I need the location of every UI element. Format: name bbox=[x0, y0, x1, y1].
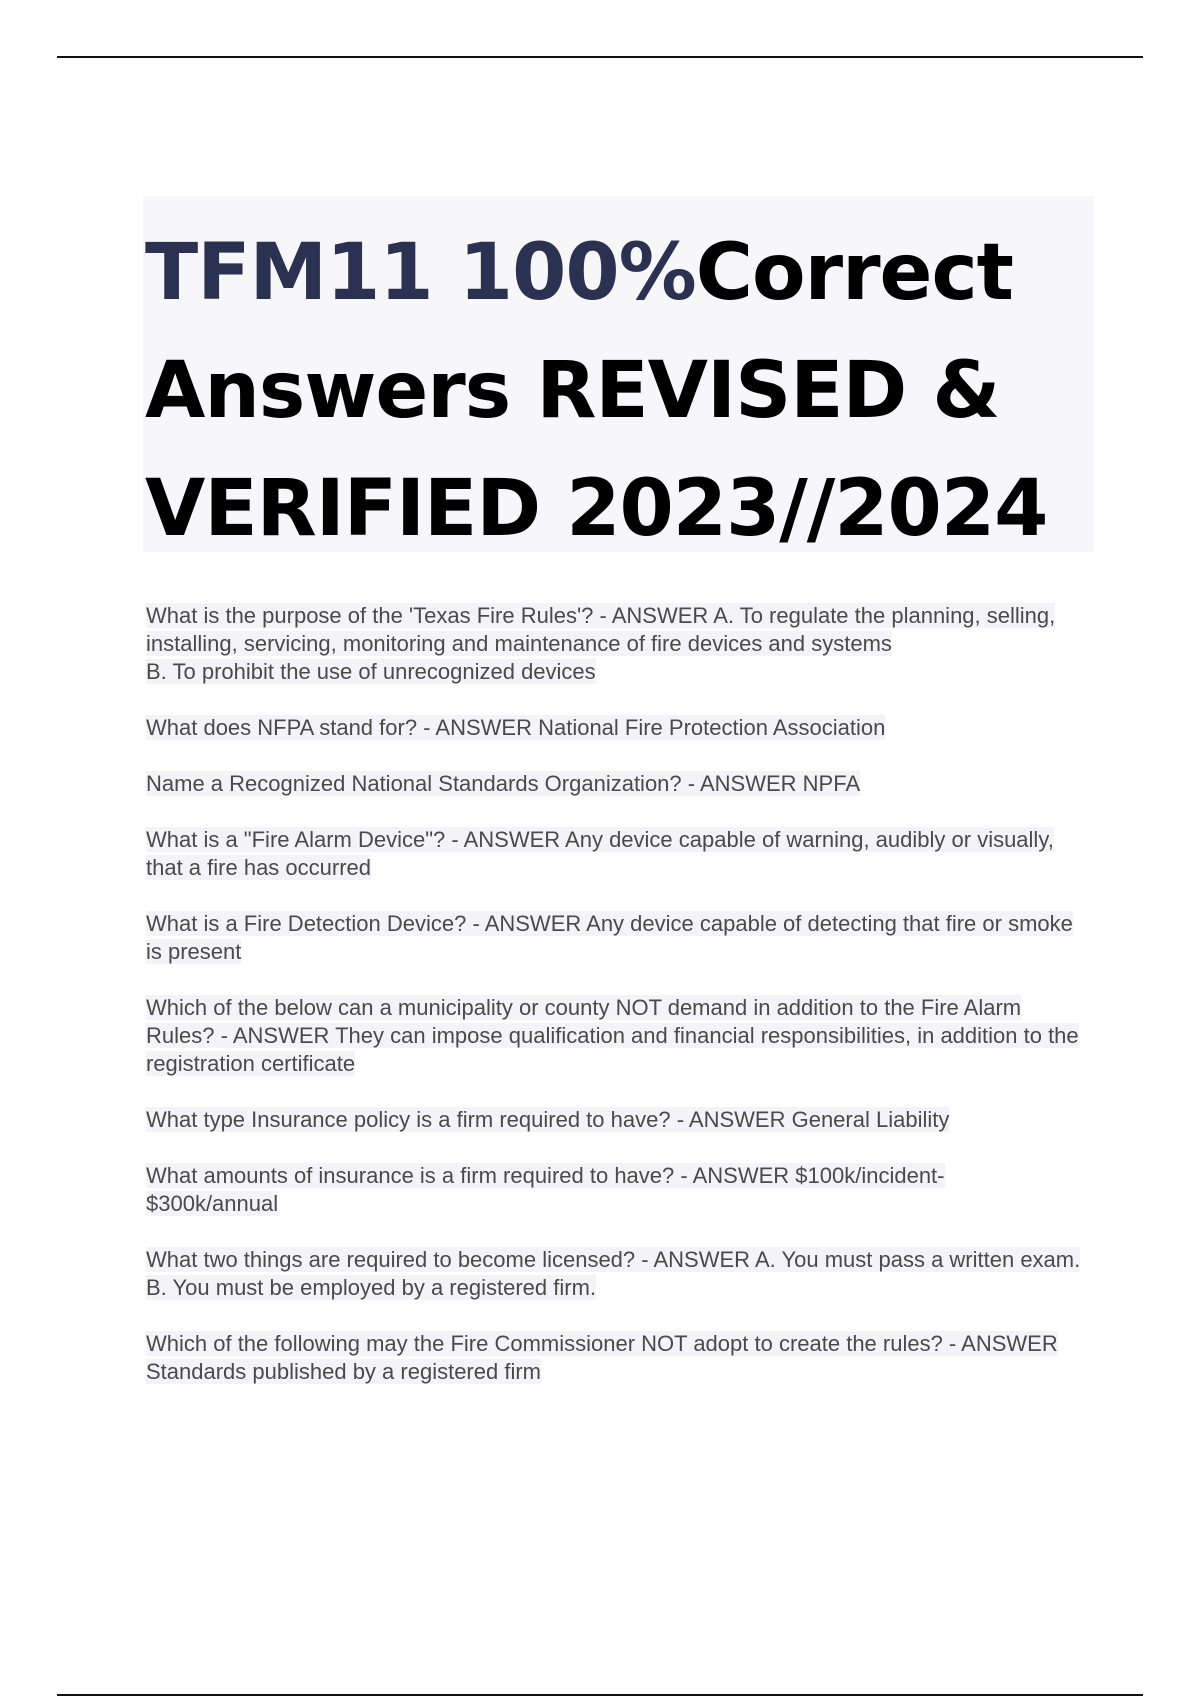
qa-item bbox=[146, 602, 1086, 686]
title-accent: TFM11 100% bbox=[145, 228, 696, 318]
title-banner bbox=[143, 196, 1093, 552]
answer: ANSWER Any device capable of detecting that fire or smoke is present bbox=[146, 911, 1073, 964]
qa-item bbox=[146, 714, 1086, 742]
qa-item bbox=[146, 1106, 1086, 1134]
qa-item bbox=[146, 1330, 1086, 1386]
question: Which of the following may the Fire Commissioner NOT adopt to create the rules? - bbox=[146, 1331, 962, 1356]
answer: ANSWER A. To regulate the planning, selling, installing, servicing, monitoring and maintenance of fire devices and systems B. To prohibit the use of unrecognized devices bbox=[146, 603, 1056, 684]
title-rest: Correct Answers REVISED & VERIFIED 2023//2024 bbox=[145, 228, 1048, 554]
answer: ANSWER General Liability bbox=[688, 1107, 950, 1132]
question: What is the purpose of the 'Texas Fire Rules'? - bbox=[146, 603, 612, 628]
question: Name a Recognized National Standards Organization? - bbox=[146, 771, 700, 796]
top-rule bbox=[57, 56, 1143, 58]
question: What two things are required to become licensed? - bbox=[146, 1247, 654, 1272]
qa-item bbox=[146, 770, 1086, 798]
question: What does NFPA stand for? - bbox=[146, 715, 436, 740]
answer: ANSWER Standards published by a registered firm bbox=[146, 1331, 1058, 1384]
bottom-rule bbox=[57, 1694, 1143, 1696]
question: What is a "Fire Alarm Device"? - bbox=[146, 827, 464, 852]
qa-item bbox=[146, 994, 1086, 1078]
answer: ANSWER A. You must pass a written exam. B. You must be employed by a registered firm. bbox=[146, 1247, 1081, 1300]
answer: ANSWER Any device capable of warning, audibly or visually, that a fire has occurred bbox=[146, 827, 1054, 880]
qa-item bbox=[146, 910, 1086, 966]
qa-item bbox=[146, 1162, 1086, 1218]
question: What is a Fire Detection Device? - bbox=[146, 911, 485, 936]
answer: ANSWER They can impose qualification and financial responsibilities, in addition to the registration certificate bbox=[146, 1023, 1079, 1076]
answer: ANSWER National Fire Protection Association bbox=[435, 715, 886, 740]
question: Which of the below can a municipality or county NOT demand in addition to the Fire Alarm Rules? - bbox=[146, 995, 1022, 1048]
answer: ANSWER NPFA bbox=[700, 771, 861, 796]
qa-list bbox=[146, 602, 1086, 1414]
question: What type Insurance policy is a firm required to have? - bbox=[146, 1107, 689, 1132]
qa-item bbox=[146, 826, 1086, 882]
question: What amounts of insurance is a firm required to have? - bbox=[146, 1163, 693, 1188]
qa-item bbox=[146, 1246, 1086, 1302]
document-title bbox=[143, 196, 1093, 568]
answer: ANSWER $100k/incident- $300k/annual bbox=[146, 1163, 945, 1216]
